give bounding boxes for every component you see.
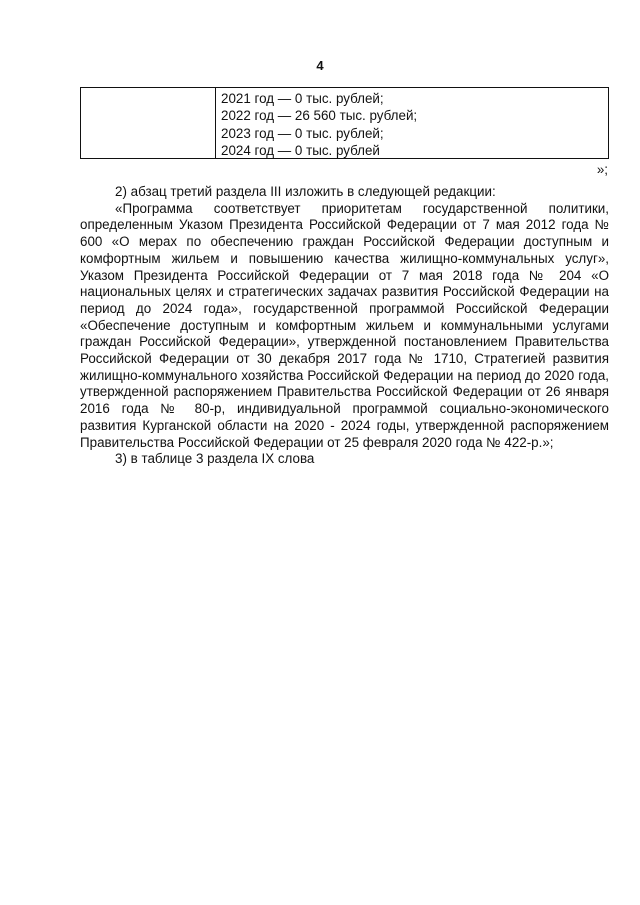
funding-line-2024: 2024 год — 0 тыс. рублей [221,143,380,159]
funding-table-left-cell [81,88,216,158]
item-3-heading: 3) в таблице 3 раздела IX слова [115,451,315,467]
funding-table-right-cell [221,90,604,160]
quoted-paragraph: «Программа соответствует приоритетам государственной политики, определенным Указом Президента Российской Федерации от 7 мая 2012 года № 600 «О мерах по обеспечению граждан Российской Федерации доступным и комфортным жильем и повышению качества жилищно-коммунальных услуг», Указом Президента Российской Федерации от 7 мая 2018 года № 204 «О национальных целях и стратегических задачах развития Российской Федерации на период до 2024 года», государственной программой Российской Федерации «Обеспечение доступным и комфортным жильем и коммунальными услугами граждан Российской Федерации», утвержденной постановлением Правительства Российской Федерации от 30 декабря 2017 года № 1710, Стратегией развития жилищно-коммунального хозяйства Российской Федерации на период до 2020 года, утвержденной распоряжением Правительства Российской Федерации от 26 января 2016 года № 80-р, индивидуальной программой социально-экономического развития Курганской области на 2020 - 2024 годы, утвержденной распоряжением Правительства Российской Федерации от 25 февраля 2020 года № 422-р.»; [80,200,609,450]
closing-quote: »; [596,162,608,177]
funding-line-2021: 2021 год — 0 тыс. рублей; [221,91,384,106]
item-2-heading: 2) абзац третий раздела III изложить в следующей редакции: [115,184,496,199]
funding-table [80,87,609,159]
page-number: 4 [316,58,324,73]
body-text [80,184,609,468]
funding-line-2022: 2022 год — 26 560 тыс. рублей; [221,108,418,124]
funding-line-2023: 2023 год — 0 тыс. рублей; [221,125,384,141]
